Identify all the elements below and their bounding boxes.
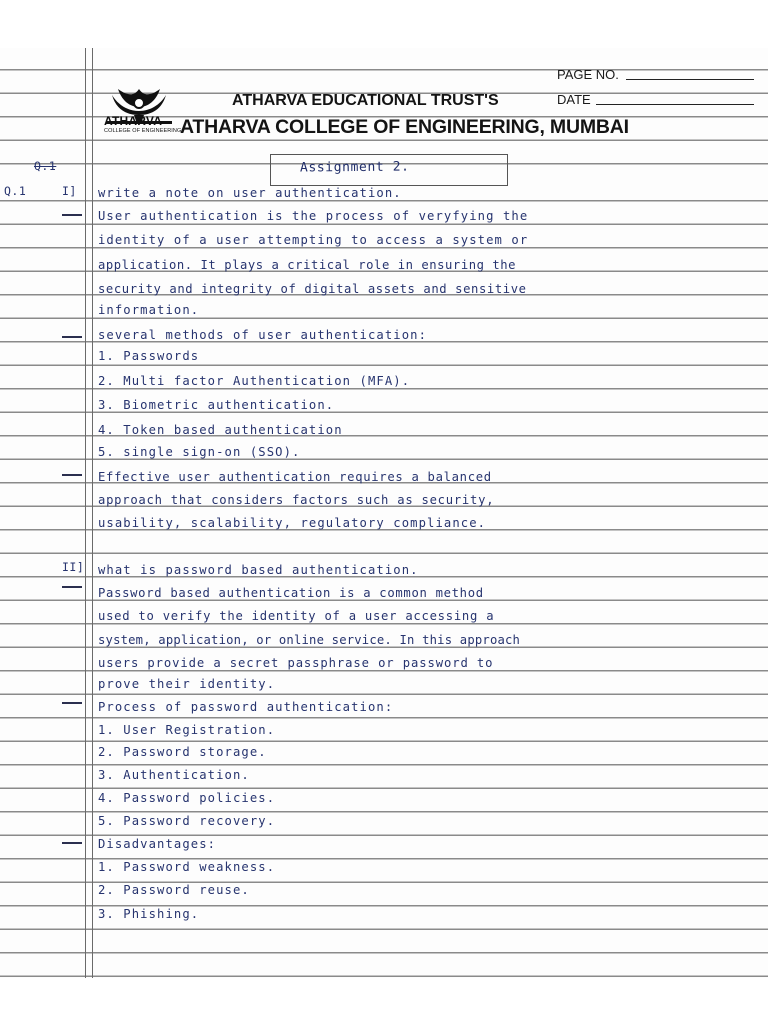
note-line: 2. Password storage. — [98, 745, 267, 759]
note-line: used to verify the identity of a user accessing a — [98, 609, 495, 623]
note-line: 3. Authentication. — [98, 768, 250, 782]
note-line: prove their identity. — [98, 677, 276, 691]
note-line: what is password based authentication. — [98, 563, 419, 577]
note-line: information. — [98, 303, 200, 317]
date-label: DATE — [557, 92, 591, 107]
note-line: 4. Password policies. — [98, 791, 276, 805]
page-bottom-edge — [0, 978, 768, 1024]
note-line: 3. Phishing. — [98, 907, 200, 921]
bullet-dash — [62, 214, 82, 216]
note-line: several methods of user authentication: — [98, 328, 428, 342]
assignment-title: Assignment 2. — [299, 159, 410, 176]
logo-subtext: COLLEGE OF ENGINEERING — [104, 128, 182, 134]
page-no-line — [626, 79, 754, 80]
note-line: 2. Multi factor Authentication (MFA). — [98, 374, 411, 388]
note-line: 5. single sign-on (SSO). — [98, 445, 301, 459]
bullet-dash — [62, 702, 82, 704]
date-line — [596, 104, 754, 105]
note-line: 1. Passwords — [98, 349, 200, 363]
college-name: ATHARVA COLLEGE OF ENGINEERING, MUMBAI — [180, 116, 629, 138]
note-line: 3. Biometric authentication. — [98, 398, 335, 412]
note-line: write a note on user authentication. — [98, 186, 402, 200]
note-line: security and integrity of digital assets and sensitive — [98, 282, 527, 296]
note-line: 2. Password reuse. — [98, 883, 250, 897]
note-line: users provide a secret passphrase or password to — [98, 656, 494, 670]
margin-q1-struck: Q.1 — [34, 159, 57, 173]
page-no-label: PAGE NO. — [557, 67, 619, 82]
margin-rule — [85, 48, 86, 978]
note-line: system, application, or online service. In this approach — [98, 633, 521, 647]
note-line: identity of a user attempting to access a system or — [98, 233, 529, 247]
note-line: Password based authentication is a common method — [98, 586, 484, 600]
note-line: 5. Password recovery. — [98, 814, 276, 828]
margin-part-2: II] — [62, 560, 85, 574]
margin-rule — [92, 48, 93, 978]
bullet-dash — [62, 842, 82, 844]
logo-text: ATHARVA — [104, 114, 163, 128]
margin-q1: Q.1 — [4, 184, 27, 198]
note-line: usability, scalability, regulatory compliance. — [98, 516, 487, 530]
note-line: approach that considers factors such as security, — [98, 493, 495, 507]
note-line: Disadvantages: — [98, 837, 217, 851]
page-header — [0, 0, 768, 150]
note-line: User authentication is the process of veryfying the — [98, 209, 529, 223]
margin-part-1: I] — [62, 184, 77, 198]
note-line: Process of password authentication: — [98, 700, 394, 714]
note-line: 4. Token based authentication — [98, 423, 343, 437]
trust-name: ATHARVA EDUCATIONAL TRUST'S — [232, 92, 499, 109]
note-line: 1. User Registration. — [98, 723, 276, 737]
note-line: application. It plays a critical role in ensuring the — [98, 258, 517, 272]
bullet-dash — [62, 474, 82, 476]
note-line: 1. Password weakness. — [98, 860, 276, 874]
note-line: Effective user authentication requires a balanced — [98, 470, 492, 484]
bullet-dash — [62, 586, 82, 588]
bullet-dash — [62, 336, 82, 338]
